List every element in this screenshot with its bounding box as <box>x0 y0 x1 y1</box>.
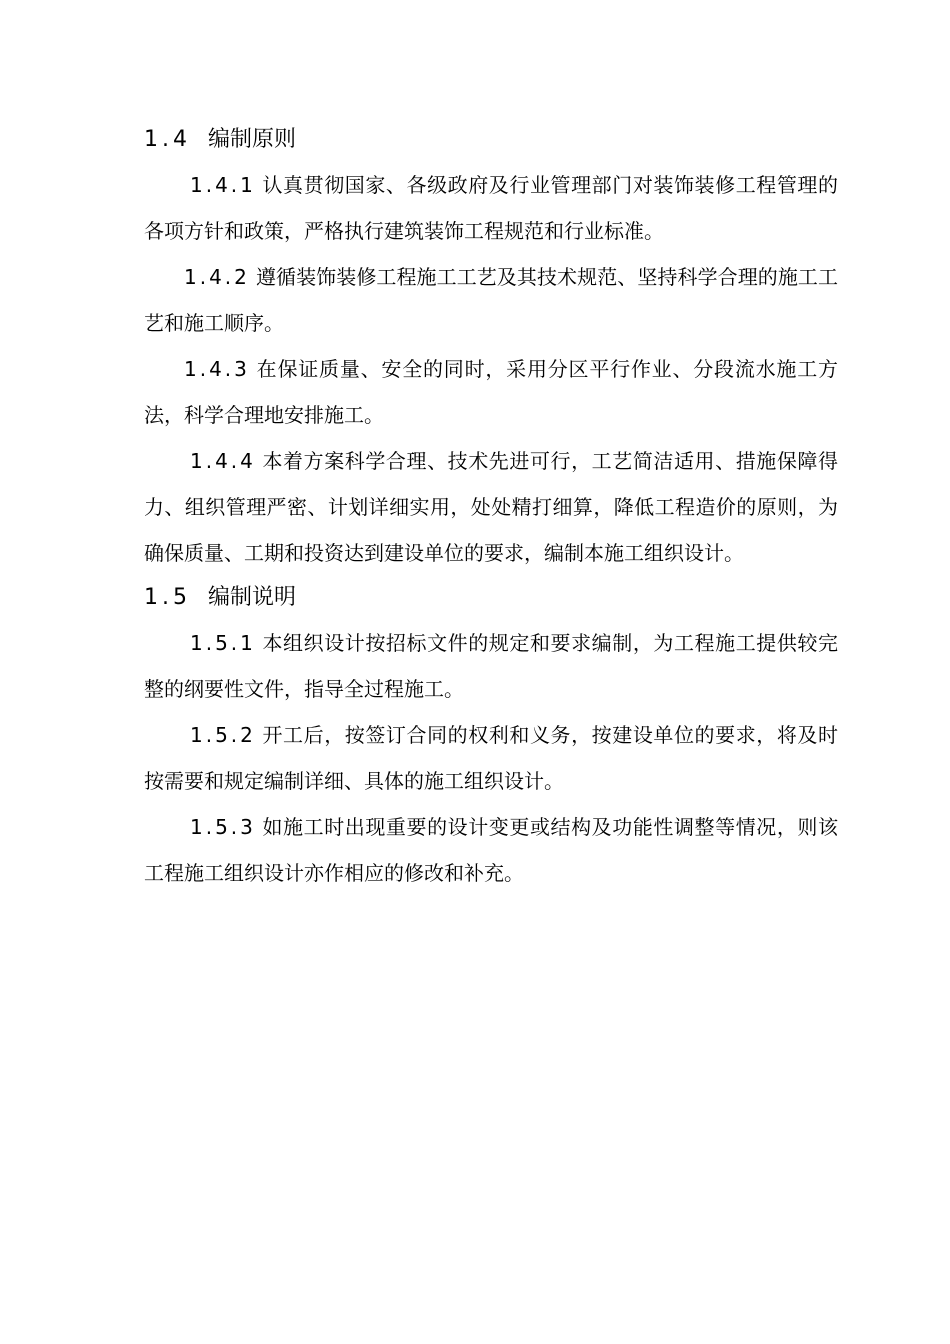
paragraph-text: 认真贯彻国家、各级政府及行业管理部门对装饰装修工程管理的各项方针和政策，严格执行建筑装饰工程规范和行业标准。 <box>144 173 838 243</box>
paragraph-number: 1.4.3 <box>184 357 250 381</box>
section-title: 编制说明 <box>208 585 297 610</box>
paragraph-1-5-3 <box>144 804 838 896</box>
paragraph-text: 本组织设计按招标文件的规定和要求编制，为工程施工提供较完整的纲要性文件，指导全过程施工。 <box>144 631 838 701</box>
document-body <box>144 118 838 896</box>
paragraph-number: 1.5.1 <box>190 631 256 655</box>
paragraph-number: 1.4.4 <box>190 449 256 473</box>
paragraph-text: 遵循装饰装修工程施工工艺及其技术规范、坚持科学合理的施工工艺和施工顺序。 <box>144 265 838 335</box>
paragraph-1-4-4 <box>144 438 838 576</box>
paragraph-number: 1.5.2 <box>190 723 256 747</box>
section-heading-1-4 <box>144 118 838 162</box>
paragraph-text: 在保证质量、安全的同时，采用分区平行作业、分段流水施工方法，科学合理地安排施工。 <box>144 357 838 427</box>
section-number: 1.4 <box>144 127 191 152</box>
paragraph-1-5-2 <box>144 712 838 804</box>
paragraph-number: 1.5.3 <box>190 815 256 839</box>
paragraph-1-4-1 <box>144 162 838 254</box>
paragraph-text: 如施工时出现重要的设计变更或结构及功能性调整等情况，则该工程施工组织设计亦作相应的修改和补充。 <box>144 815 838 885</box>
paragraph-1-4-3 <box>144 346 838 438</box>
paragraph-number: 1.4.1 <box>190 173 256 197</box>
section-heading-1-5 <box>144 576 838 620</box>
paragraph-number: 1.4.2 <box>184 265 250 289</box>
paragraph-1-4-2 <box>144 254 838 346</box>
section-title: 编制原则 <box>208 127 297 152</box>
paragraph-text: 开工后，按签订合同的权利和义务，按建设单位的要求，将及时按需要和规定编制详细、具体的施工组织设计。 <box>144 723 838 793</box>
paragraph-text: 本着方案科学合理、技术先进可行，工艺简洁适用、措施保障得力、组织管理严密、计划详细实用，处处精打细算，降低工程造价的原则，为确保质量、工期和投资达到建设单位的要求，编制本施工组织设计。 <box>144 449 838 565</box>
paragraph-1-5-1 <box>144 620 838 712</box>
section-number: 1.5 <box>144 585 191 610</box>
